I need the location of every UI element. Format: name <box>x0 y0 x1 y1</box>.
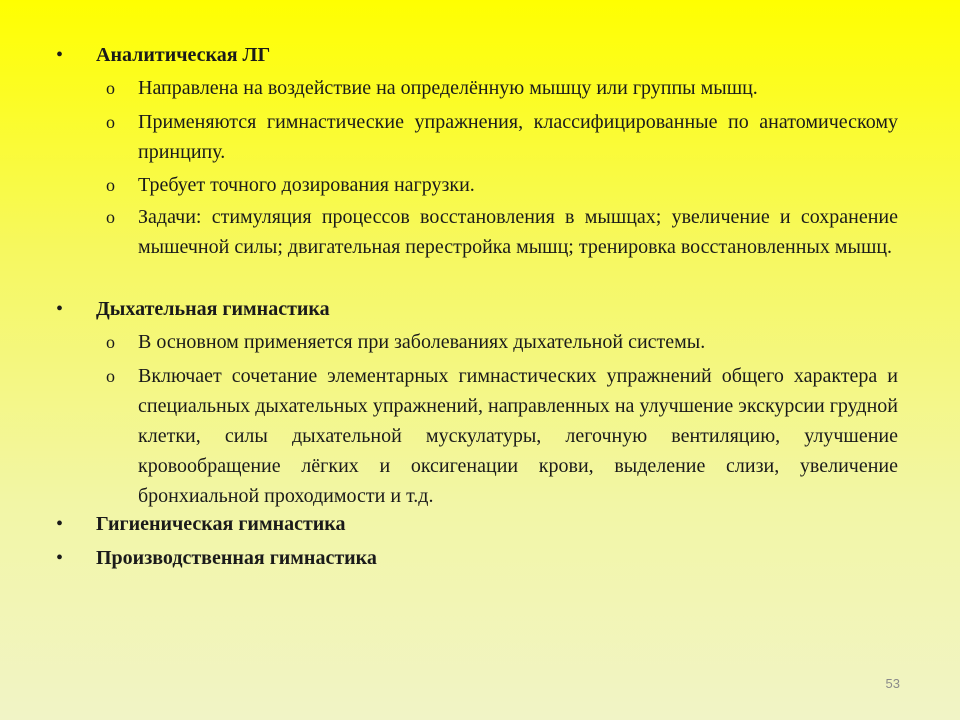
section-title: Дыхательная гимнастика <box>96 298 330 320</box>
list-item <box>0 327 960 357</box>
bullet-icon: • <box>56 44 64 66</box>
list-item-text: Требует точного дозирования нагрузки. <box>138 174 475 196</box>
section-hygienic <box>0 509 960 539</box>
list-item <box>0 73 960 103</box>
circle-bullet-icon: o <box>106 207 115 227</box>
list-item-text: Задачи: стимуляция процессов восстановления в мышцах; увеличение и сохранение мышечной силы; двигательная перестройка мышц; тренировка восстановленных мышц. <box>138 206 898 258</box>
list-item-text: Включает сочетание элементарных гимнастических упражнений общего характера и специальных дыхательных упражнений, направленных на улучшение экскурсии грудной клетки, силы дыхательной мускулатуры, легочную вентиляцию, улучшение кровообращение лёгких и оксигенации крови, выделение слизи, увеличение бронхиальной проходимости и т.д. <box>138 365 898 507</box>
circle-bullet-icon: o <box>106 175 115 195</box>
bullet-icon: • <box>56 547 64 569</box>
list-item <box>0 361 960 511</box>
list-item-text: Применяются гимнастические упражнения, классифицированные по анатомическому принципу. <box>138 111 898 163</box>
section-analytical <box>0 40 960 70</box>
section-title: Гигиеническая гимнастика <box>96 513 346 535</box>
bullet-icon: • <box>56 298 64 320</box>
circle-bullet-icon: o <box>106 366 115 386</box>
section-title: Производственная гимнастика <box>96 547 377 569</box>
list-item <box>0 107 960 167</box>
circle-bullet-icon: o <box>106 112 115 132</box>
bullet-icon: • <box>56 513 64 535</box>
section-breathing <box>0 294 960 324</box>
section-title: Аналитическая ЛГ <box>96 44 271 66</box>
list-item-text: В основном применяется при заболеваниях дыхательной системы. <box>138 331 706 353</box>
circle-bullet-icon: o <box>106 332 115 352</box>
list-item <box>0 202 960 292</box>
page-number: 53 <box>885 676 900 691</box>
section-industrial <box>0 543 960 573</box>
list-item-text: Направлена на воздействие на определённую мышцу или группы мышц. <box>138 77 758 99</box>
circle-bullet-icon: o <box>106 78 115 98</box>
list-item <box>0 170 960 200</box>
